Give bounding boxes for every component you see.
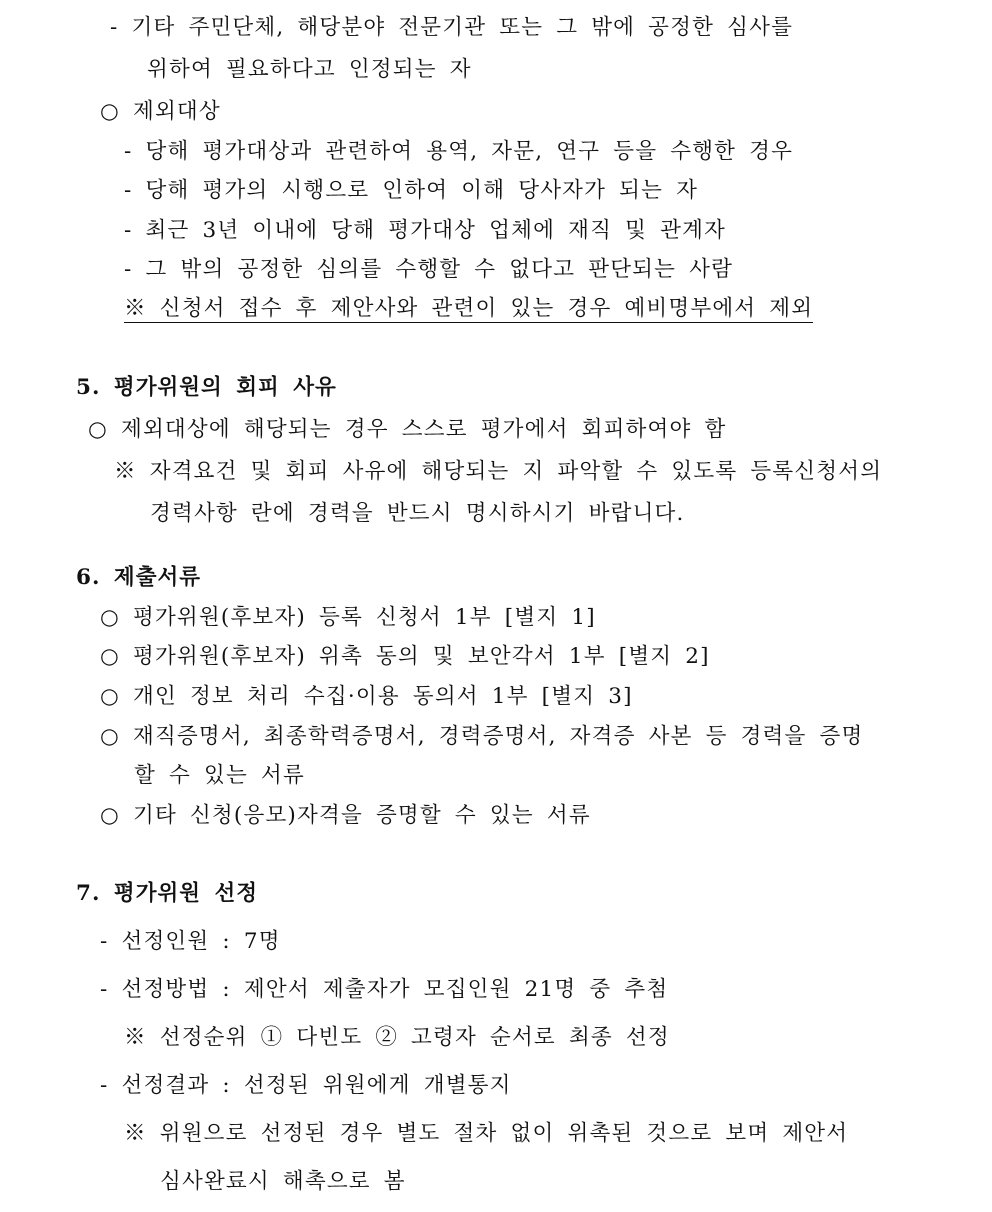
top-item-line1: - 기타 주민단체, 해당분야 전문기관 또는 그 밖에 공정한 심사를 <box>110 15 794 40</box>
section7-result-note-line2: 심사완료시 해촉으로 봄 <box>160 1169 406 1194</box>
section6-item-2: ○ 평가위원(후보자) 위촉 동의 및 보안각서 1부 [별지 2] <box>100 644 710 669</box>
section7-result-note-line1: ※ 위원으로 선정된 경우 별도 절차 없이 위촉된 것으로 보며 제안서 <box>124 1121 849 1146</box>
section7-count: - 선정인원 : 7명 <box>100 929 281 954</box>
section5-heading: 5. 평가위원의 회피 사유 <box>76 375 337 400</box>
section5-note-line2: 경력사항 란에 경력을 반드시 명시하시기 바랍니다. <box>150 501 685 526</box>
top-item-line2: 위하여 필요하다고 인정되는 자 <box>147 57 472 82</box>
exclusion-item-2: - 당해 평가의 시행으로 인하여 이해 당사자가 되는 자 <box>124 178 699 203</box>
section7-heading: 7. 평가위원 선정 <box>76 881 259 906</box>
exclusion-item-3: - 최근 3년 이내에 당해 평가대상 업체에 재직 및 관계자 <box>124 218 727 243</box>
exclusion-item-4: - 그 밖의 공정한 심의를 수행할 수 없다고 판단되는 사람 <box>124 257 734 282</box>
exclusion-note-wrap <box>124 295 813 323</box>
exclusion-item-1: - 당해 평가대상과 관련하여 용역, 자문, 연구 등을 수행한 경우 <box>124 139 794 164</box>
section5-note-line1: ※ 자격요건 및 회피 사유에 해당되는 지 파악할 수 있도록 등록신청서의 <box>114 459 883 484</box>
section6-heading: 6. 제출서류 <box>76 565 202 590</box>
exclusion-title: ○ 제외대상 <box>100 99 221 124</box>
section6-item-1: ○ 평가위원(후보자) 등록 신청서 1부 [별지 1] <box>100 605 596 630</box>
section7-order-note: ※ 선정순위 ① 다빈도 ② 고령자 순서로 최종 선정 <box>124 1025 670 1050</box>
section6-item-4: ○ 재직증명서, 최종학력증명서, 경력증명서, 자격증 사본 등 경력을 증명 <box>100 724 864 749</box>
section5-item: ○ 제외대상에 해당되는 경우 스스로 평가에서 회피하여야 함 <box>88 417 727 442</box>
section7-result: - 선정결과 : 선정된 위원에게 개별통지 <box>100 1073 512 1098</box>
section6-item-5: ○ 기타 신청(응모)자격을 증명할 수 있는 서류 <box>100 803 591 828</box>
exclusion-note: ※ 신청서 접수 후 제안사와 관련이 있는 경우 예비명부에서 제외 <box>124 296 814 321</box>
section6-item-3: ○ 개인 정보 처리 수집·이용 동의서 1부 [별지 3] <box>100 684 633 709</box>
section6-item-4-cont: 할 수 있는 서류 <box>134 763 305 788</box>
section7-method: - 선정방법 : 제안서 제출자가 모집인원 21명 중 추첨 <box>100 977 669 1002</box>
